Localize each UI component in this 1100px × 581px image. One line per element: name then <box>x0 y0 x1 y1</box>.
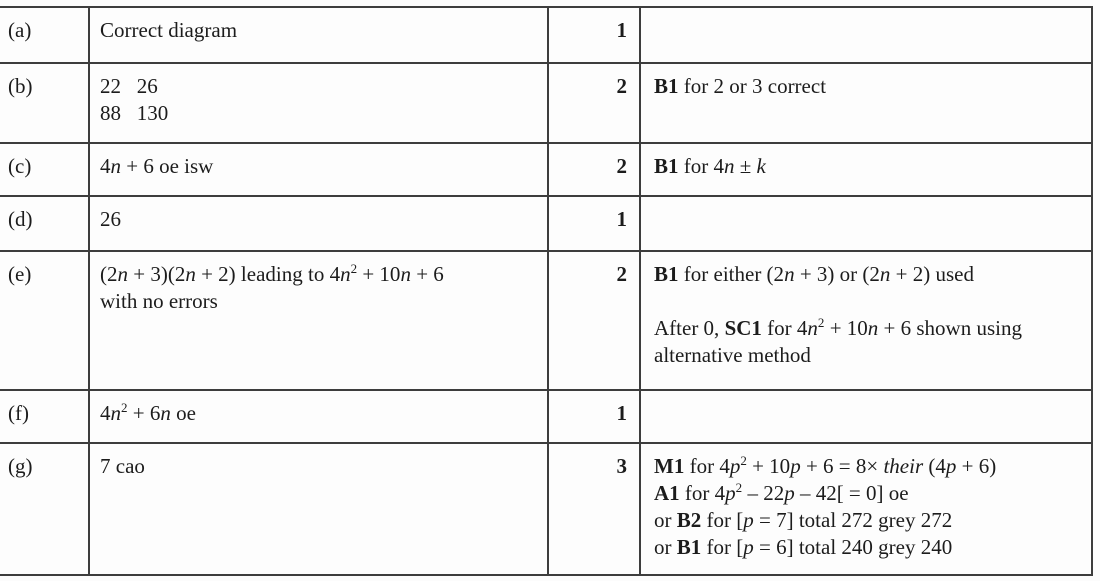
marks-value: 1 <box>547 197 639 250</box>
guidance-cell <box>639 197 1091 250</box>
answer-cell: 26 <box>88 197 547 250</box>
part-label: (b) <box>8 74 33 98</box>
marks-value: 1 <box>547 8 639 62</box>
part-label: (e) <box>8 262 32 286</box>
part-label: (a) <box>8 18 32 42</box>
marks-value: 2 <box>547 252 639 389</box>
table-row <box>0 197 1091 252</box>
table-row <box>0 64 1091 144</box>
guidance-cell: M1 for $4p^2 + 10p + 6 = 8\times$ their (4p + 6) A1 for $4p^2 - 22p - 42[ = 0]$ oe or B2 for [p = 7] total 272 grey 272 or B1 for [p = 6] total 240 grey 240 <box>639 444 1091 574</box>
part-label: (c) <box>8 154 32 178</box>
answer-cell: (2n + 3)(2n + 2) leading to $4n^2 + 10n + 6$ with no errors <box>88 252 547 389</box>
guidance-cell: B1 for 2 or 3 correct <box>639 64 1091 142</box>
answer-cell: $4n^2 + 6n$ oe <box>88 391 547 442</box>
marks-value: 1 <box>547 391 639 442</box>
table-row <box>0 391 1091 444</box>
answer-cell: 22 26 88 130 <box>88 64 547 142</box>
part-label: (f) <box>8 401 29 425</box>
mark-scheme-table <box>0 6 1093 576</box>
part-label: (g) <box>8 454 33 478</box>
answer-cell: Correct diagram <box>88 8 547 62</box>
marks-value: 2 <box>547 64 639 142</box>
table-row <box>0 144 1091 197</box>
table-row <box>0 444 1091 574</box>
marks-value: 3 <box>547 444 639 574</box>
answer-cell: 7 cao <box>88 444 547 574</box>
table-row <box>0 8 1091 64</box>
part-label: (d) <box>8 207 33 231</box>
table-row <box>0 252 1091 391</box>
marks-value: 2 <box>547 144 639 195</box>
guidance-cell <box>639 391 1091 442</box>
answer-cell: 4n + 6 oe isw <box>88 144 547 195</box>
guidance-cell: B1 for 4n ± k <box>639 144 1091 195</box>
guidance-cell: B1 for either (2n + 3) or (2n + 2) used After 0, SC1 for $4n^2 + 10n + 6$ shown using alternative method <box>639 252 1091 389</box>
guidance-cell <box>639 8 1091 62</box>
